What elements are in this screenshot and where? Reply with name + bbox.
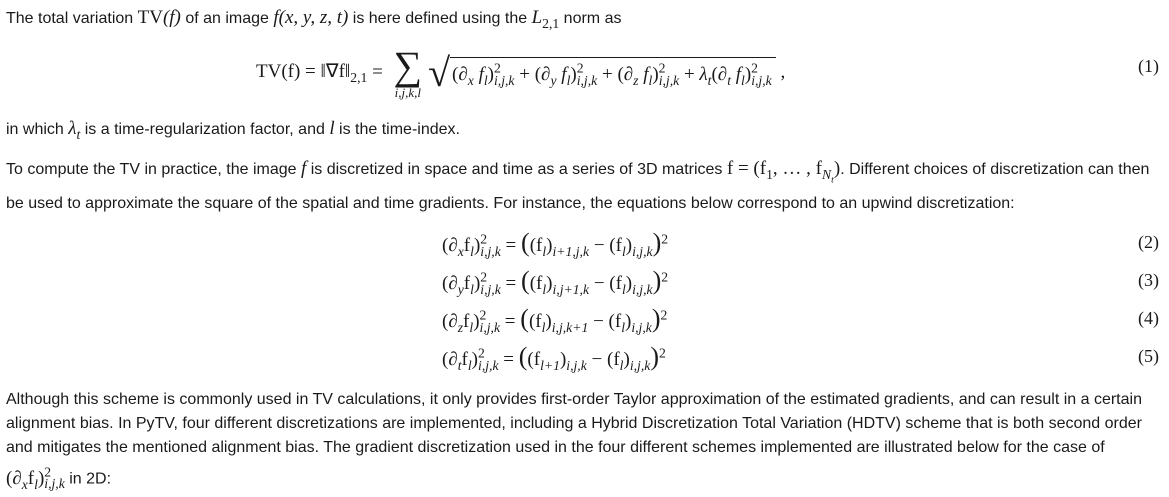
gradient-expression: $(\partial_xf_l)^2_{i,j,k}$ bbox=[6, 464, 65, 492]
intro-text-1: The total variation bbox=[6, 10, 138, 27]
equation-body: $(\partial_xf_l)^2_{i,j,k} = ((f_l)_{i+1,j,k} - (f_l)_{i,j,k})^2$ bbox=[442, 228, 669, 259]
equation-number: (5) bbox=[1138, 346, 1159, 366]
intro-text-3: is here defined using the bbox=[348, 10, 532, 27]
image-symbol: f bbox=[300, 158, 307, 179]
equation-3 bbox=[0, 260, 1169, 300]
disc-text-3: . Different choices of discretization can then be used to approximate the square of the spatial and time gradients. For instance, the equations below correspond to an upwind discretization: bbox=[6, 161, 1150, 213]
discretization-paragraph bbox=[6, 157, 1162, 216]
lambda-text-2: is a time-regularization factor, and bbox=[80, 121, 330, 138]
equation-body: $(\partial_tf_l)^2_{i,j,k} = ((f_{l+1})_{i,j,k} - (f_l)_{i,j,k})^2$ bbox=[442, 342, 666, 373]
tv-symbol: TV(f) bbox=[137, 7, 181, 28]
equation-1 bbox=[0, 42, 1169, 102]
radicand-term: ($\partial_x$ $f_l)^2_{i,j,k}$ + bbox=[452, 60, 535, 88]
disc-text-2: is discretized in space and time as a series of 3D matrices bbox=[306, 161, 727, 178]
equation-number: (3) bbox=[1138, 270, 1159, 290]
norm-symbol: $L_{2,1}$ bbox=[531, 7, 560, 31]
equation-1-body bbox=[256, 43, 786, 100]
equation-4 bbox=[0, 298, 1169, 338]
radicand bbox=[450, 57, 776, 88]
equation-number: (2) bbox=[1138, 232, 1159, 252]
lambda-symbol: $\lambda_t$ bbox=[68, 118, 81, 142]
eq1-tail: , bbox=[775, 61, 786, 83]
align-text-2: in 2D: bbox=[64, 470, 112, 488]
intro-text-4: norm as bbox=[559, 10, 622, 27]
image-function: f(x, y, z, t) bbox=[273, 7, 349, 28]
equation-body: $(\partial_yf_l)^2_{i,j,k} = ((f_l)_{i,j+1,k} - (f_l)_{i,j,k})^2$ bbox=[442, 266, 669, 297]
lambda-text-1: in which bbox=[6, 121, 69, 138]
equation-5 bbox=[0, 336, 1169, 376]
equation-number: (4) bbox=[1138, 308, 1159, 328]
radicand-term: ($\partial_z$ $f_l)^2_{i,j,k}$ + bbox=[617, 60, 700, 88]
equation-2 bbox=[0, 222, 1169, 262]
square-root: √ ($\partial_x$ $f_l)^2_{i,j,k} + (\partial_y$ $f_l)^2_{i,j,k} + (\partial_z$ $f_l)^2_{i,j,k} + \lambda_t(\partial_t$ $f_l)^2_{i,j,k}$ bbox=[428, 53, 776, 93]
sum-symbol: ∑ i,j,k,l bbox=[393, 43, 423, 100]
radicand-term: ($\partial_y$ $f_l)^2_{i,j,k}$ + bbox=[534, 60, 618, 88]
eq1-equals: = bbox=[367, 61, 388, 83]
intro-paragraph bbox=[6, 6, 1162, 36]
equation-number-1: (1) bbox=[1138, 56, 1159, 76]
matrix-series: $f = (f_1$, … , $f_{N_t}$) bbox=[726, 158, 841, 186]
equation-body: $(\partial_zf_l)^2_{i,j,k} = ((f_l)_{i,j,k+1} - (f_l)_{i,j,k})^2$ bbox=[442, 304, 668, 335]
align-text-1: Although this scheme is commonly used in TV calculations, it only provides first-order Taylor approximation of the estimated gradients, and can result in a certain alignment bias. In PyTV, four different discretizations are implemented, including a Hybrid Discretization Total Variation (HDTV) scheme that is both second order and mitigates the mentioned alignment bias. The gradient discretization used in the four different schemes implemented are illustrated below for the case of bbox=[6, 391, 1142, 456]
alignment-paragraph bbox=[6, 388, 1162, 496]
lambda-text-3: is the time-index. bbox=[334, 121, 460, 138]
time-index-symbol: l bbox=[329, 118, 335, 139]
disc-text-1: To compute the TV in practice, the image bbox=[6, 161, 301, 178]
radicand-term: $\lambda_t(\partial_t$ $f_l)^2_{i,j,k}$ bbox=[699, 60, 772, 88]
intro-text-2: of an image bbox=[180, 10, 274, 27]
eq1-lhs: $TV(f) = ‖\nabla f‖_{2,1}$ bbox=[256, 61, 368, 86]
lambda-paragraph bbox=[6, 117, 1162, 147]
